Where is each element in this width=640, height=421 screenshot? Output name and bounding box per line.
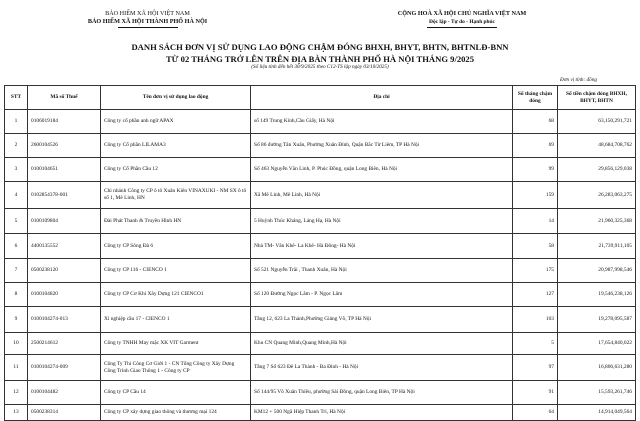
- cell-amount: 17,654,840,022: [558, 333, 636, 355]
- cell-company-name: Công Ty Thi Công Cơ Giới 1 - CN Tổng Công ty Xây Dựng Công Trình Giao Thông 1 - Công ty CP: [101, 355, 251, 381]
- cell-amount: 26,283,063,275: [558, 182, 636, 209]
- cell-company-name: Xí nghiệp cầu 17 - CIENCO 1: [101, 307, 251, 333]
- cell-months: 64: [513, 405, 558, 421]
- cell-address: Số 144/95 Võ Xuân Thiều, phường Sài Đồng, quận Long Biên, TP Hà Nội: [251, 381, 513, 405]
- table-row: [5, 307, 636, 333]
- cell-stt: 13: [5, 405, 28, 421]
- cell-tax-code: 0100104274-009: [28, 355, 101, 381]
- cell-company-name: Công ty Cổ Phần Cầu 12: [101, 158, 251, 182]
- motto-underline: [427, 27, 497, 28]
- table-row: [5, 234, 636, 259]
- cell-amount: 21,960,325,368: [558, 209, 636, 234]
- cell-company-name: Đài Phát Thanh & Truyền Hình HN: [101, 209, 251, 234]
- cell-months: 97: [513, 355, 558, 381]
- cell-stt: 11: [5, 355, 28, 381]
- cell-company-name: Công ty cổ phần anh ngữ APAX: [101, 110, 251, 134]
- col-header-address: Địa chỉ: [251, 86, 513, 110]
- table-row: [5, 110, 636, 134]
- col-header-tax-code: Mã số Thuế: [28, 86, 101, 110]
- cell-company-name: Công ty TNHH May mặc XK VIT Garment: [101, 333, 251, 355]
- unit-label: Đơn vị tính: đồng: [560, 77, 597, 83]
- cell-months: 127: [513, 283, 558, 307]
- table-row: [5, 209, 636, 234]
- cell-tax-code: 0100109804: [28, 209, 101, 234]
- cell-company-name: Công ty CP Cầu 14: [101, 381, 251, 405]
- cell-months: 103: [513, 307, 558, 333]
- cell-months: 68: [513, 110, 558, 134]
- cell-amount: 21,739,911,105: [558, 234, 636, 259]
- cell-tax-code: 0500238120: [28, 259, 101, 283]
- agency-underline: [118, 27, 178, 28]
- cell-company-name: Công ty CP Sông Đà 6: [101, 234, 251, 259]
- col-header-amount: Số tiền chậm đóng BHXH, BHYT, BHTN: [558, 86, 636, 110]
- table-row: [5, 381, 636, 405]
- cell-tax-code: 2500214612: [28, 333, 101, 355]
- cell-stt: 4: [5, 182, 28, 209]
- cell-months: 5: [513, 333, 558, 355]
- agency-name: BẢO HIỂM XÃ HỘI THÀNH PHỐ HÀ NỘI: [87, 18, 208, 25]
- cell-tax-code: 0100104274-013: [28, 307, 101, 333]
- cell-amount: 19,278,095,587: [558, 307, 636, 333]
- cell-tax-code: 4400135552: [28, 234, 101, 259]
- cell-amount: 14,914,049,564: [558, 405, 636, 421]
- cell-address: Số 120 Đường Ngọc Lâm - P. Ngọc Lâm: [251, 283, 513, 307]
- table-row: [5, 259, 636, 283]
- document-title: [40, 41, 600, 65]
- cell-stt: 10: [5, 333, 28, 355]
- cell-stt: 1: [5, 110, 28, 134]
- cell-months: 175: [513, 259, 558, 283]
- cell-months: 58: [513, 234, 558, 259]
- cell-address: Nhà TM- Văn Khê- La Khê- Hà Đông- Hà Nội: [251, 234, 513, 259]
- cell-amount: 16,806,631,280: [558, 355, 636, 381]
- cell-stt: 2: [5, 134, 28, 158]
- cell-stt: 12: [5, 381, 28, 405]
- cell-tax-code: 0500238314: [28, 405, 101, 421]
- cell-stt: 3: [5, 158, 28, 182]
- cell-stt: 5: [5, 209, 28, 234]
- cell-months: 91: [513, 381, 558, 405]
- cell-company-name: Công ty Cổ phần LILAMA3: [101, 134, 251, 158]
- cell-address: Tầng 12, 623 La Thành,Phường Giảng Võ, TP Hà Nội: [251, 307, 513, 333]
- table-header-row: [5, 86, 636, 110]
- debtor-table: [4, 85, 636, 421]
- cell-address: Xã Mê Linh, Mê Linh, Hà Nội: [251, 182, 513, 209]
- cell-tax-code: 2600104526: [28, 134, 101, 158]
- cell-company-name: Công ty CP 116 - CIENCO 1: [101, 259, 251, 283]
- col-header-months: Số tháng chậm đóng: [513, 86, 558, 110]
- national-name: CỘNG HOÀ XÃ HỘI CHỦ NGHĨA VIỆT NAM: [397, 10, 527, 17]
- cell-address: Số 521 Nguyễn Trãi , Thanh Xuân, Hà Nội: [251, 259, 513, 283]
- cell-amount: 29,856,129,038: [558, 158, 636, 182]
- document-subtitle: (Số liệu tính đến hết 30/9/2025 theo C12-TS lập ngày 03/10/2025): [251, 64, 389, 70]
- table-row: [5, 283, 636, 307]
- cell-tax-code: 0100104820: [28, 283, 101, 307]
- cell-tax-code: 0106019184: [28, 110, 101, 134]
- title-line-2: TỪ 02 THÁNG TRỞ LÊN TRÊN ĐỊA BÀN THÀNH PHỐ HÀ NỘI THÁNG 9/2025: [165, 54, 475, 64]
- col-header-stt: STT: [5, 86, 28, 110]
- table-row: [5, 182, 636, 209]
- cell-amount: 19,546,238,126: [558, 283, 636, 307]
- cell-stt: 8: [5, 283, 28, 307]
- table-row: [5, 355, 636, 381]
- cell-address: Số 86 đường Tân Xuân, Phường Xuân Đỉnh, Quận Bắc Từ Liêm, TP Hà Nội: [251, 134, 513, 158]
- agency-parent-name: BẢO HIỂM XÃ HỘI VIỆT NAM: [105, 10, 190, 17]
- cell-amount: 20,987,998,546: [558, 259, 636, 283]
- cell-months: 159: [513, 182, 558, 209]
- cell-address: Số 463 Nguyễn Văn Linh, P. Phúc Đồng, quận Long Biên, Hà Nội: [251, 158, 513, 182]
- cell-company-name: Công ty CP Cơ Khí Xây Dựng 121 CIENCO1: [101, 283, 251, 307]
- cell-stt: 7: [5, 259, 28, 283]
- table-row: [5, 134, 636, 158]
- cell-stt: 9: [5, 307, 28, 333]
- agency-header: [60, 10, 235, 28]
- table-row: [5, 333, 636, 355]
- cell-address: KM12 + 500 Ngã Hiệp Thanh Trì, Hà Nội: [251, 405, 513, 421]
- cell-amount: 63,150,291,721: [558, 110, 636, 134]
- cell-tax-code: 0102854378-001: [28, 182, 101, 209]
- title-line-1: DANH SÁCH ĐƠN VỊ SỬ DỤNG LAO ĐỘNG CHẬM ĐÓNG BHXH, BHYT, BHTN, BHTNLĐ-BNN: [131, 42, 509, 52]
- cell-months: 69: [513, 134, 558, 158]
- national-motto: Độc lập - Tự do - Hạnh phúc: [429, 19, 495, 25]
- cell-amount: 48,684,708,762: [558, 134, 636, 158]
- cell-address: Khu CN Quang Minh,Quang Minh,Hà Nội: [251, 333, 513, 355]
- table-row: [5, 158, 636, 182]
- cell-address: số 149 Trung Kính,Cầu Giấy, Hà Nội: [251, 110, 513, 134]
- cell-months: 99: [513, 158, 558, 182]
- cell-tax-code: 0100104482: [28, 381, 101, 405]
- cell-stt: 6: [5, 234, 28, 259]
- cell-address: Tầng 7 Số 623 Đê La Thành - Ba Đình - Hà Nội: [251, 355, 513, 381]
- cell-months: 14: [513, 209, 558, 234]
- cell-company-name: Chi nhánh Công ty CP ô tô Xuân Kiên VINAXUKI - NM SX ô tô số 1, Mê Linh, HN: [101, 182, 251, 209]
- cell-company-name: Công ty CP xây dựng giao thông và thương mại 124: [101, 405, 251, 421]
- cell-address: 5 Huỳnh Thúc Kháng, Láng Hạ, Hà Nội: [251, 209, 513, 234]
- national-header: [372, 10, 552, 28]
- col-header-company: Tên đơn vị sử dụng lao động: [101, 86, 251, 110]
- cell-tax-code: 0100104651: [28, 158, 101, 182]
- cell-amount: 15,593,261,746: [558, 381, 636, 405]
